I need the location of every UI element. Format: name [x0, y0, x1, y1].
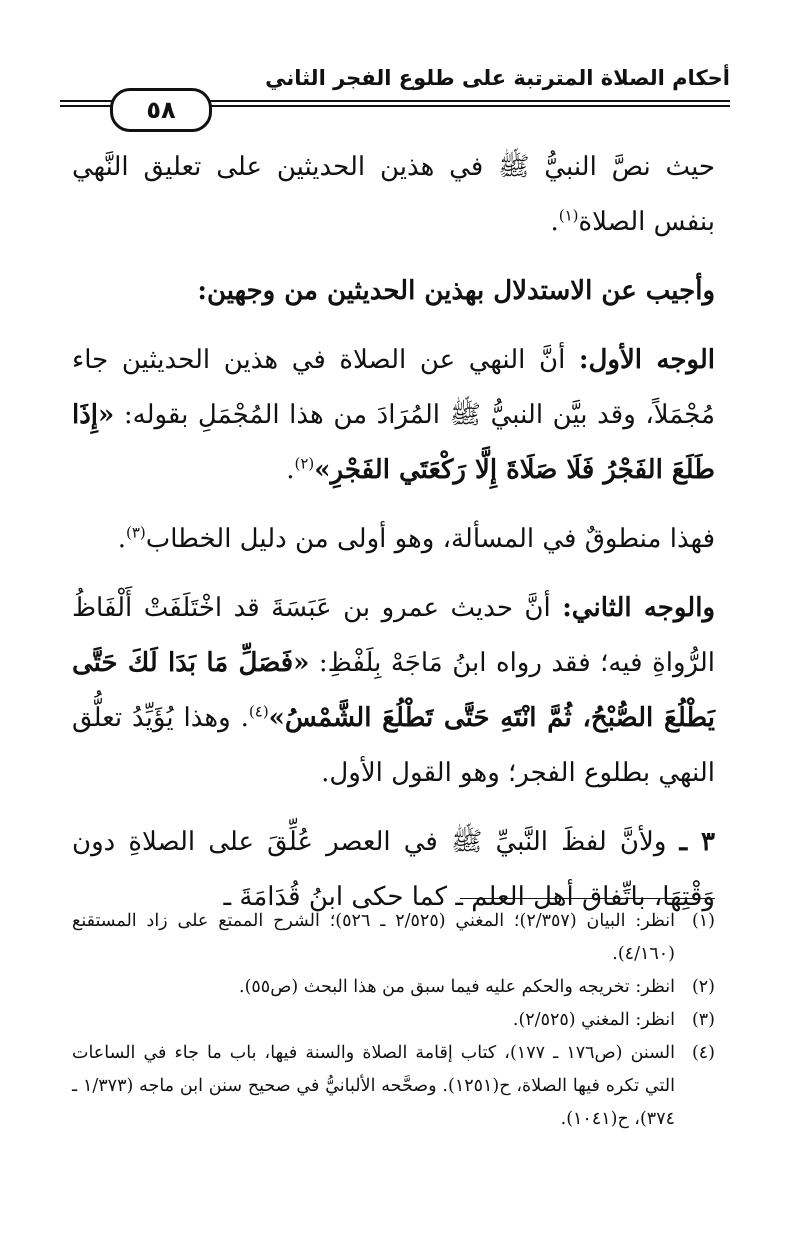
footnote: [72, 905, 715, 971]
footnote-number: (٣): [691, 1010, 715, 1030]
footnote-text: [72, 1037, 675, 1136]
footnote: [72, 971, 715, 1004]
footnote-separator: [460, 898, 715, 899]
punctuation: .: [550, 207, 559, 237]
footnote-text-line: وصحَّحه الألبانيُّ في صحيح سنن ابن ماجه (١/٣٧٣ ـ ٣٧٤)، ح(١٠٤١).: [72, 1076, 675, 1129]
section-heading: وأجيب عن الاستدلال بهذين الحديثين من وجهين:: [197, 276, 715, 306]
paragraph: [72, 333, 715, 498]
footnote-ref: (٢): [294, 454, 315, 473]
paragraph-lead: والوجه الثاني:: [562, 593, 716, 623]
paragraph-text: أنَّ النهي عن الصلاة في هذين الحديثين جاء مُجْمَلاً، وقد بيَّن النبيُّ ﷺ المُرَادَ من هذا المُجْمَلِ بقوله:: [72, 345, 715, 430]
paragraph: [72, 512, 715, 567]
hadith-quote: «إِذَا طَلَعَ الفَجْرُ فَلَا صَلَاةَ إِلَّا رَكْعَتَي الفَجْرِ»: [72, 400, 715, 485]
footnote-ref: (١): [558, 206, 579, 225]
header-rule: [205, 105, 730, 107]
footnote-text: انظر: المغني (٢/٥٢٥).: [512, 1010, 675, 1030]
footnote: [72, 1004, 715, 1037]
footnote-ref: (٤): [248, 702, 269, 721]
footnote-text-line: السنن (ص١٧٦ ـ ١٧٧)، كتاب إقامة الصلاة والسنة فيها، باب ما جاء في الساعات التي تكره فيها الصلاة، ح(١٢٥١).: [72, 1043, 675, 1096]
footnote-number: (١): [691, 911, 715, 931]
running-title: أحكام الصلاة المترتبة على طلوع الفجر الثاني: [265, 66, 730, 90]
main-text: [72, 140, 715, 939]
paragraph-text: فهذا منطوقٌ في المسألة، وهو أولى من دليل الخطاب: [145, 524, 715, 554]
footnote-text: انظر: تخريجه والحكم عليه فيما سبق من هذا البحث (ص٥٥).: [239, 977, 675, 997]
footnote: [72, 1037, 715, 1136]
footnotes: [72, 905, 715, 1136]
page-header: [60, 60, 730, 122]
paragraph-text: . وهذا يُؤَيِّدُ تعلُّق النهي بطلوع الفجر؛ وهو القول الأول.: [72, 703, 715, 788]
paragraph: [72, 140, 715, 250]
paragraph-lead: الوجه الأول:: [578, 345, 715, 375]
paragraph-number: ٣ ـ: [679, 827, 715, 857]
header-rule: [60, 105, 112, 107]
paragraph-text: حيث نصَّ النبيُّ ﷺ في هذين الحديثين على تعليق النَّهي بنفس الصلاة: [72, 152, 715, 237]
footnote-text: انظر: البيان (٢/٣٥٧)؛ المغني (٢/٥٢٥ ـ ٥٢٦)؛ الشرح الممتع على زاد المستقنع (٤/١٦٠).: [72, 911, 675, 964]
footnote-ref: (٣): [125, 523, 146, 542]
header-rule: [205, 100, 730, 102]
header-rule: [60, 100, 112, 102]
footnote-number: (٤): [691, 1043, 715, 1063]
punctuation: .: [286, 455, 295, 485]
paragraph-text: أنَّ حديث عمرو بن عَبَسَةَ قد اخْتَلَفَتْ أَلْفَاظُ الرُّواةِ فيه؛ فقد رواه ابنُ مَاجَهْ بِلَفْظِ:: [72, 593, 715, 678]
page-number: ٥٨: [110, 88, 212, 132]
hadith-quote: «فَصَلِّ مَا بَدَا لَكَ حَتَّى يَطْلُعَ الصُّبْحُ، ثُمَّ انْتَهِ حَتَّى تَطْلُعَ الشَّمْسُ»: [72, 648, 715, 733]
paragraph: [72, 581, 715, 801]
paragraph-text: ولأنَّ لفظَ النَّبيِّ ﷺ في العصر عُلِّقَ على الصلاةِ دون وَقْتِهَا، باتِّفاق أهل العلم ـ كما حكى ابنُ قُدَامَةَ ـ: [72, 827, 715, 912]
footnote-number: (٢): [691, 977, 715, 997]
punctuation: .: [117, 524, 126, 554]
